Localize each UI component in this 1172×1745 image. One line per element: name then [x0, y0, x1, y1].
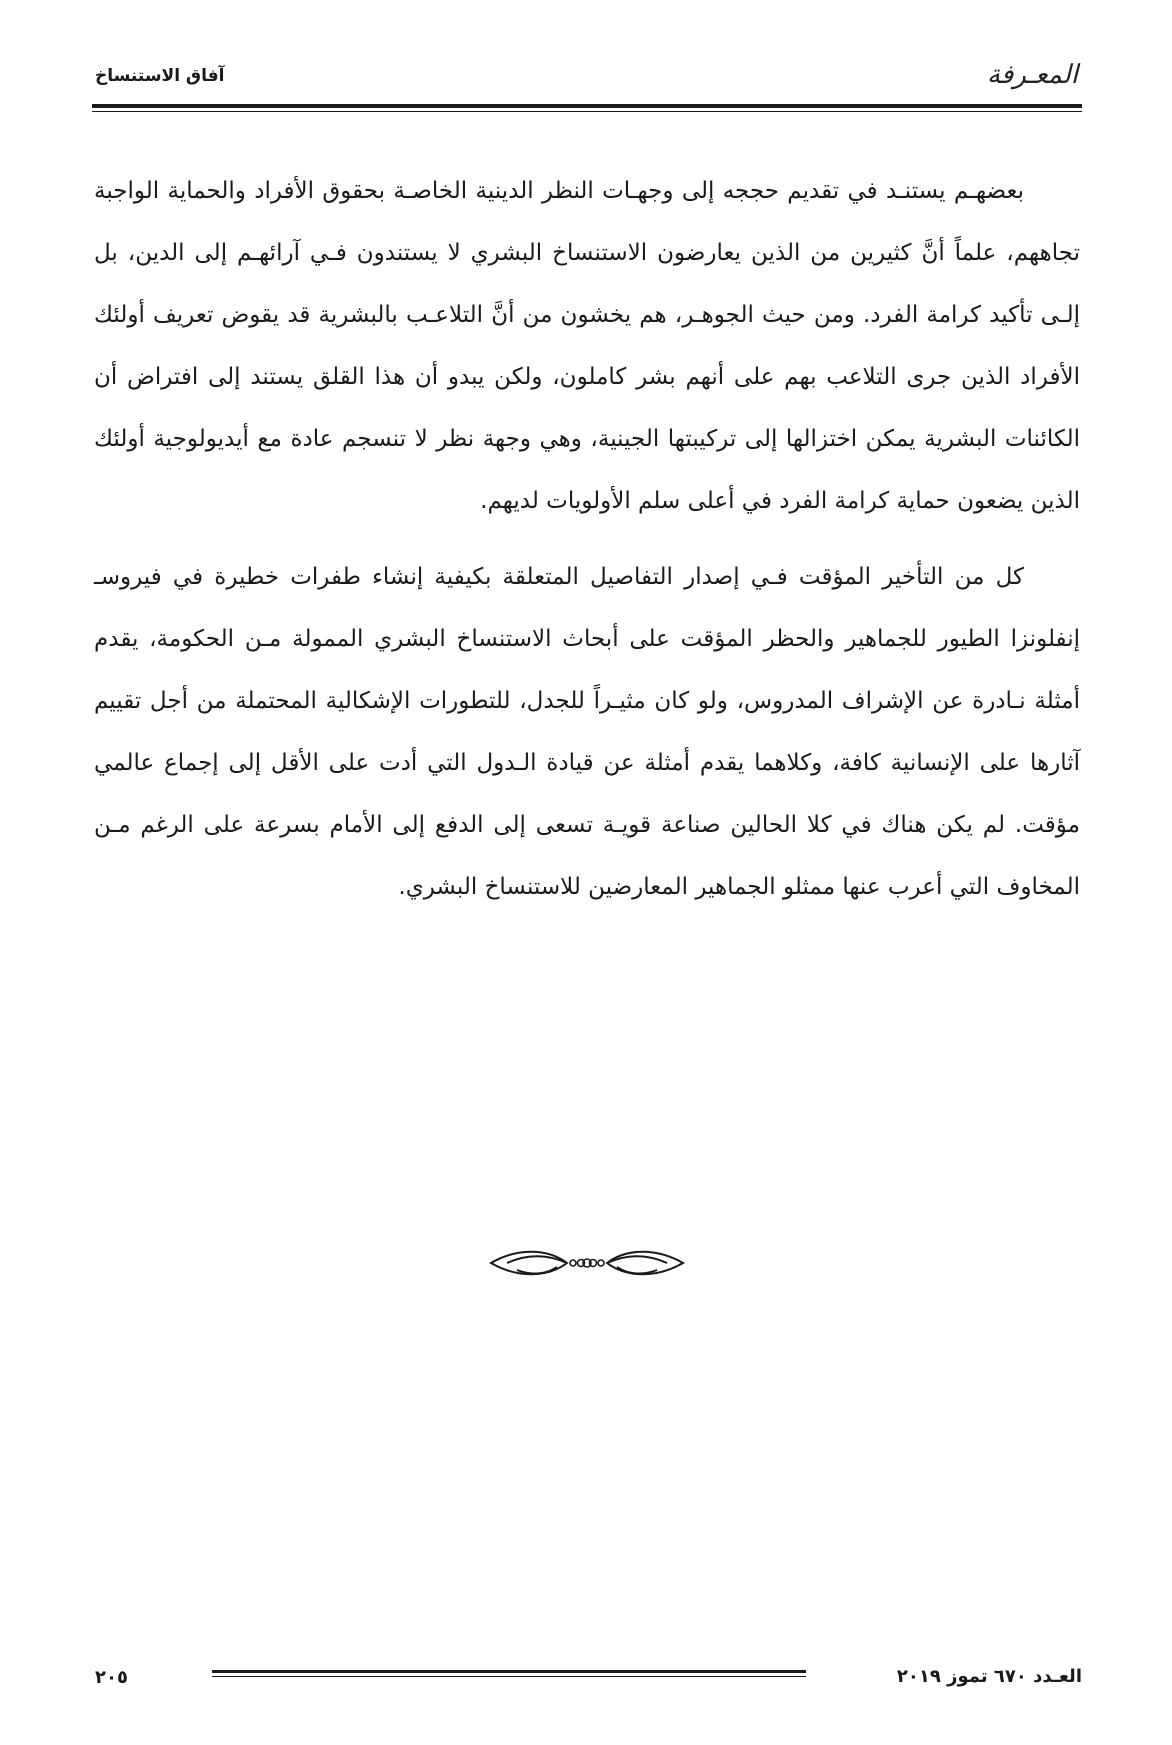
journal-logo: المعـرفة — [986, 60, 1078, 90]
section-title: آفاق الاستنساخ — [95, 66, 225, 86]
issue-info: العـدد ٦٧٠ تموز ٢٠١٩ — [896, 1666, 1082, 1687]
article-body — [94, 160, 1080, 918]
ornament-divider-icon — [487, 1240, 687, 1286]
footer-rule — [212, 1670, 806, 1673]
paragraph-2: كل من التأخير المؤقت فـي إصدار التفاصيل المتعلقة بكيفية إنشاء طفرات خطيرة في فيروسـ إنفلونزا الطيور للجماهير والحظر المؤقت على أبحاث الاستنساخ البشري الممولة مـن الحكومة، يقدم أمثلة نـادرة عن الإشراف المدروس، ولو كان مثيـراً للجدل، للتطورات الإشكالية المحتملة من أجل تقييم آثارها على الإنسانية كافة، وكلاهما يقدم أمثلة عن قيادة الـدول التي أدت على الأقل إلى إجماع عالمي مؤقت. لم يكن هناك في كلا الحالين صناعة قويـة تسعى إلى الدفع إلى الأمام بسرعة على الرغم مـن المخاوف التي أعرب عنها ممثلو الجماهير المعارضين للاستنساخ البشري. — [94, 564, 1080, 900]
header-rule-thin — [92, 111, 1082, 112]
page-number: ٢٠٥ — [95, 1667, 128, 1688]
header-rule — [92, 104, 1082, 108]
paragraph-1: بعضهـم يستنـد في تقديم حججه إلى وجهـات النظر الدينية الخاصـة بحقوق الأفراد والحماية الواجبة تجاههم، علماً أنَّ كثيرين من الذين يعارضون الاستنساخ البشري لا يستندون فـي آرائهـم إلى الدين، بل إلـى تأكيد كرامة الفرد. ومن حيث الجوهـر، هم يخشون من أنَّ التلاعـب بالبشرية قد يقوض تعريف أولئك الأفراد الذين جرى التلاعب بهم على أنهم بشر كاملون، ولكن يبدو أن هذا القلق يستند إلى افتراض أن الكائنات البشرية يمكن اختزالها إلى تركيبتها الجينية، وهي وجهة نظر لا تنسجم عادة مع أيديولوجية أولئك الذين يضعون حماية كرامة الفرد في أعلى سلم الأولويات لديهم. — [94, 178, 1080, 514]
footer-rule-thin — [212, 1676, 806, 1677]
